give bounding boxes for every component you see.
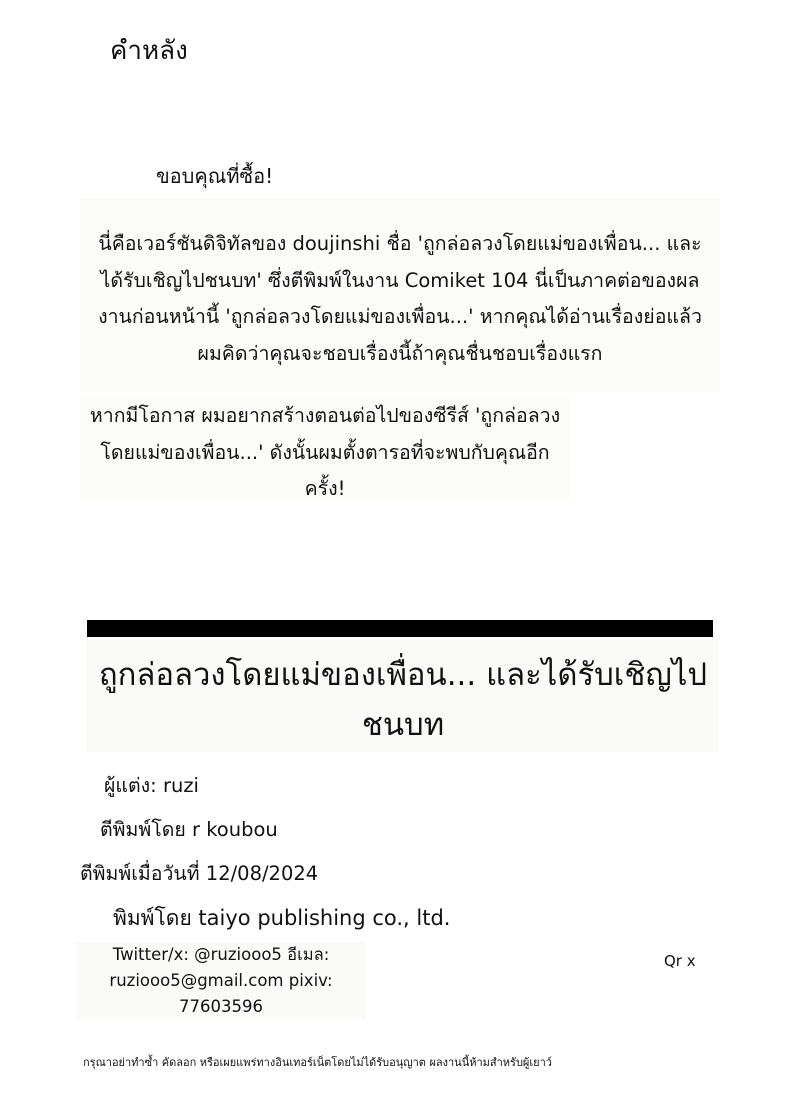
intro-line-1: นี่คือเวอร์ชันดิจิทัลของ doujinshi ชื่อ 'ถูกล่อลวงโดยแม่ของเพื่อน... และ [98, 232, 702, 255]
qr-label: Qr x [664, 952, 696, 970]
contact-info [76, 942, 366, 1020]
intro-line-4: ผมคิดว่าคุณจะชอบเรื่องนี้ถ้าคุณชื่นชอบเรื่องแรก [197, 341, 603, 365]
sequel-line-1: หากมีโอกาส ผมอยากสร้างตอนต่อไปของซีรีส์ 'ถูกล่อลวง [89, 404, 561, 427]
intro-line-3: งานก่อนหน้านี้ 'ถูกล่อลวงโดยแม่ของเพื่อน...' หากคุณได้อ่านเรื่องย่อแล้ว [98, 305, 702, 328]
page-heading: คำหลัง [110, 36, 188, 66]
intro-paragraph [80, 198, 720, 392]
book-title-line-2: ชนบท [361, 707, 445, 743]
book-title [87, 640, 719, 752]
thanks-text: ขอบคุณที่ซื้อ! [156, 164, 274, 188]
contact-line-2: ruziooo5@gmail.com pixiv: [109, 971, 333, 990]
sequel-line-3: ครั้ง! [304, 477, 346, 500]
contact-line-3: 77603596 [179, 997, 263, 1016]
printer-credit: ตีพิมพ์โดย r koubou [100, 818, 278, 841]
author-credit: ผู้แต่ง: ruzi [104, 774, 199, 797]
book-title-line-1: ถูกล่อลวงโดยแม่ของเพื่อน... และได้รับเชิญไป [98, 657, 708, 693]
copyright-notice: กรุณาอย่าทำซ้ำ คัดลอก หรือเผยแพร่ทางอินเทอร์เน็ตโดยไม่ได้รับอนุญาต ผลงานนี้ห้ามสำหรับผู้เยาว์ [83, 1056, 552, 1069]
contact-line-1: Twitter/x: @ruziooo5 อีเมล: [112, 945, 330, 964]
publish-date: ตีพิมพ์เมื่อวันที่ 12/08/2024 [80, 862, 319, 885]
sequel-line-2: โดยแม่ของเพื่อน...' ดังนั้นผมตั้งตารอที่จะพบกับคุณอีก [100, 440, 550, 464]
sequel-paragraph [80, 396, 570, 500]
intro-line-2: ได้รับเชิญไปชนบท' ซึ่งตีพิมพ์ในงาน Comiket 104 นี่เป็นภาคต่อของผล [100, 268, 700, 292]
black-divider [87, 620, 713, 637]
publisher-credit: พิมพ์โดย taiyo publishing co., ltd. [113, 906, 451, 930]
